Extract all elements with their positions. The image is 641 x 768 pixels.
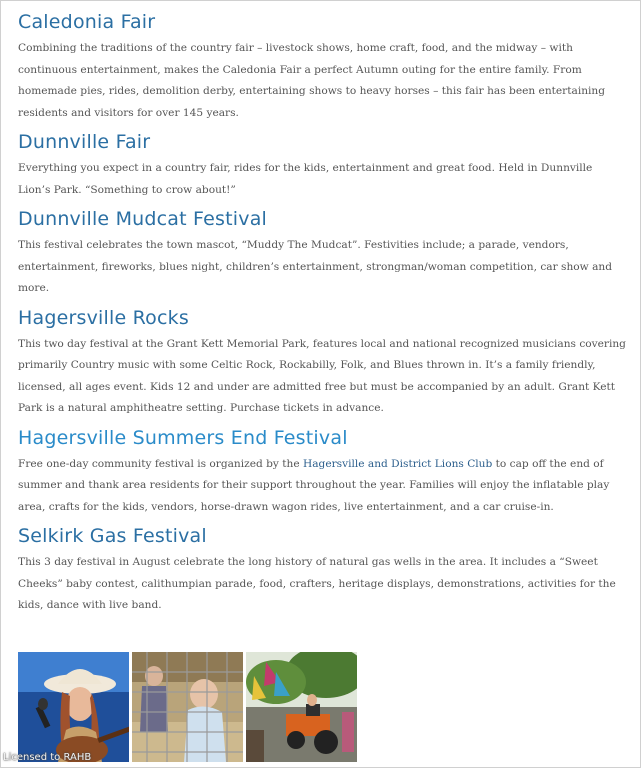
section-title: Dunnville Mudcat Festival: [18, 208, 268, 230]
section-body: Everything you expect in a country fair, rides for the kids, entertainment and great food. Held in Dunnville Lion’s Park. “Something to crow about!”: [18, 162, 593, 196]
article-content: [18, 8, 628, 623]
body-text-after: to cap off the end of summer and thank area residents for their support throughout the year. Families will enjoy the inflatable play area, crafts for the kids, vendors, horse-drawn wagon rides, live entertainment, and a car cruise-in.: [18, 457, 610, 513]
section-title: Caledonia Fair: [18, 11, 156, 33]
lions-club-link[interactable]: Hagersville and District Lions Club: [303, 457, 493, 470]
section-selkirk-gas-festival: [18, 524, 628, 617]
section-body: [18, 454, 628, 519]
body-text-before: Free one-day community festival is organized by the: [18, 457, 303, 470]
section-body: Combining the traditions of the country fair – livestock shows, home craft, food, and the midway – with continuous entertainment, makes the Caledonia Fair a perfect Autumn outing for the entire family. From homemade pies, rides, demolition derby, entertaining shows to heavy horses – this fair has been entertaining residents and visitors for over 145 years.: [18, 42, 606, 119]
section-hagersville-rocks: [18, 306, 628, 420]
section-dunnville-fair: [18, 130, 628, 201]
section-title: Hagersville Rocks: [18, 306, 189, 329]
section-body: This two day festival at the Grant Kett Memorial Park, features local and national recognized musicians covering primarily Country music with some Celtic Rock, Rockabilly, Folk, and Blues thrown in. It’s a family friendly, licensed, all ages event. Kids 12 and under are admitted free but must be accompanied by an adult. Grant Kett Park is a natural amphitheatre setting. Purchase tickets in advance.: [18, 337, 626, 414]
section-dunnville-mudcat-festival: [18, 207, 628, 300]
section-title: Dunnville Fair: [18, 131, 151, 153]
singer-photo-image: [18, 652, 129, 762]
section-body: This festival celebrates the town mascot, “Muddy The Mudcat”. Festivities include; a parade, vendors, entertainment, fireworks, blues night, children’s entertainment, strongman/woman competition, car show and more.: [18, 239, 613, 294]
photo-child-thumbnail[interactable]: [132, 652, 243, 762]
license-watermark: Licensed to RAHB: [3, 752, 92, 763]
photo-singer-thumbnail[interactable]: [18, 652, 129, 762]
section-hagersville-summers-end: [18, 426, 628, 519]
section-title-link[interactable]: Hagersville Summers End Festival: [18, 426, 348, 449]
child-photo-image: [132, 652, 243, 762]
section-title: Selkirk Gas Festival: [18, 525, 207, 547]
section-body: This 3 day festival in August celebrate the long history of natural gas wells in the area. It includes a “Sweet Cheeks” baby contest, calithumpian parade, food, crafters, heritage displays, demonstrations, activities for the kids, dance with live band.: [18, 556, 616, 611]
section-caledonia-fair: [18, 10, 628, 124]
photo-parade-thumbnail[interactable]: [246, 652, 357, 762]
parade-photo-image: [246, 652, 357, 762]
